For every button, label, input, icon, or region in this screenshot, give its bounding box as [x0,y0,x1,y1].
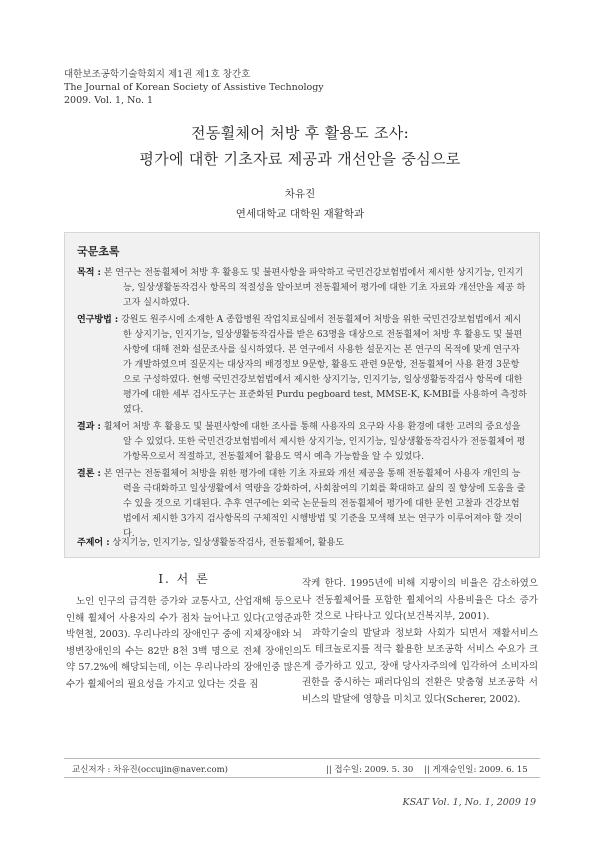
accepted-date: || 게재승인일: 2009. 6. 15 [424,765,528,775]
title-line-1: 전동휠체어 처방 후 활용도 조사: [191,124,409,142]
footnote-rule-bottom [64,777,540,778]
received-date: || 접수일: 2009. 5. 30 [326,765,414,775]
method-text: 강원도 원주시에 소재한 A 종합병원 작업치료실에서 전동휠체어 처방을 위한 국민건강보험법에서 제시한 상지기능, 인지기능, 일상생활동작검사를 받은 63명을 대상으로 전동휠체어 처방 후 활용도 및 불편사항에 대해 전화 설문조사를 실시하였다. 본 연구에서 사용한 설문지는 본 연구의 목적에 맞게 연구자가 개발하였으며 질문지는 대상자의 배경정보 9문항, 활용도 관련 9문항, 전동휠체어 사용 환경 3문항으로 구성하였다. 현행 국민건강보험법에서 제시한 상지기능, 인지기능, 일상생활동작검사 항목에 대한 평가에 대한 세부 검사도구는 표준화된 Purdu pegboard test, MMSE-K, K-MBI를 사용하여 측정하였다. [118,315,527,415]
section-title-introduction: Ⅰ. 서 론 [158,572,210,586]
journal-header [64,68,324,107]
intro-paragraph-2: 과학기술의 발달과 정보화 사회가 되면서 재활서비스도 테크놀로지를 적극 활용한 보조공학 서비스 수요가 크게 증가하고 있고, 장애 당사자주의에 입각하여 소비자의 권한을 중시하는 패러다임의 전환은 맞춤형 보조공학 서비스의 발달에 영향을 미치고 있다(Scherer, 2002). [302,627,538,705]
paper-title [0,120,600,172]
abstract-purpose [77,266,527,311]
page-footer: KSAT Vol. 1, No. 1, 2009 19 [402,797,536,808]
intro-paragraph-continued: 작케 한다. 1995년에 비해 지팡이의 비율은 감소하였으나 전동휠체어를 포함한 휠체어의 사용비율은 다소 증가한 것으로 나타나고 있다(보건복지부, 2001). [302,578,538,622]
corresponding-author: 교신저자 : 차유진(occujin@naver.com) [72,765,228,775]
purpose-label: 목적 : [77,268,101,278]
results-label: 결과 : [77,422,101,432]
abstract-results [77,420,527,465]
abstract-conclusion [77,467,527,542]
author-name: 차유진 [284,188,316,200]
body-column-right [302,576,538,708]
intro-paragraph-1: 노인 인구의 급격한 증가와 교통사고, 산업재해 등으로 인해 휠체어 사용자의 수가 점차 늘어나고 있다(고영준과 박현철, 2003). 우리나라의 장애인구 중에 지체장애와 뇌병변장애인의 수는 82만 8천 3백 명으로 전체 장애인의 약 57.2%에 해당되는데, 이는 우리나라의 장애인중 많은 수가 휠체어의 필요성을 가지고 있다는 것을 짐 [66,596,302,690]
abstract-box [64,232,540,558]
results-text: 휠체어 처방 후 활용도 및 불편사항에 대한 조사를 통해 사용자의 요구와 사용 환경에 대한 고려의 중요성을 알 수 있었다. 또한 국민건강보험법에서 제시한 상지기능, 인지기능, 일상생활동작검사가 전동휠체어 평가항목으로서 적절하고, 전동휠체어 활용도 역시 예측 가능함을 알 수 있었다. [100,422,526,462]
abstract-heading: 국문초록 [77,245,120,258]
author-affiliation: 연세대학교 대학원 재활학과 [235,208,365,220]
abstract-method [77,313,527,418]
method-label: 연구방법 : [77,315,119,325]
journal-name-english: The Journal of Korean Society of Assistive Technology [64,82,324,93]
keywords-label: 주제어 : [77,538,110,548]
purpose-text: 본 연구는 전동휠체어 처방 후 활용도 및 불편사항을 파악하고 국민건강보험법에서 제시한 상지기능, 인지기능, 일상생활동작검사 항목의 적절성을 알아보며 전동휠체어 평가에 대한 기초 자료와 개선안을 제공 하고자 실시하였다. [100,268,526,308]
conclusion-text: 본 연구는 전동휠체어 처방을 위한 평가에 대한 기초 자료와 개선 제공을 통해 전동휠체어 사용자 개인의 능력을 극대화하고 일상생활에서 역량을 강화하여, 사회참여의 기회를 확대하고 삶의 질 향상에 도움을 줄 수 있을 것으로 기대된다. 추후 연구에는 외국 논문들의 전동휠체어 평가에 대한 문헌 고찰과 건강보험법에서 제시한 3가지 검사항목의 구체적인 시행방법 및 기준을 모색해 보는 연구가 이루어져야 할 것이다. [100,469,526,539]
keywords-text: 상지기능, 인지기능, 일상생활동작검사, 전동휠체어, 활용도 [109,538,344,548]
title-line-2: 평가에 대한 기초자료 제공과 개선안을 중심으로 [139,150,461,168]
abstract-keywords [77,535,344,548]
footnote-rule-top [64,758,540,759]
conclusion-label: 결론 : [77,469,101,479]
journal-volume: 2009. Vol. 1, No. 1 [64,95,154,106]
body-column-left [66,594,302,693]
journal-name-korean: 대한보조공학기술학회지 제1권 제1호 창간호 [64,69,251,80]
